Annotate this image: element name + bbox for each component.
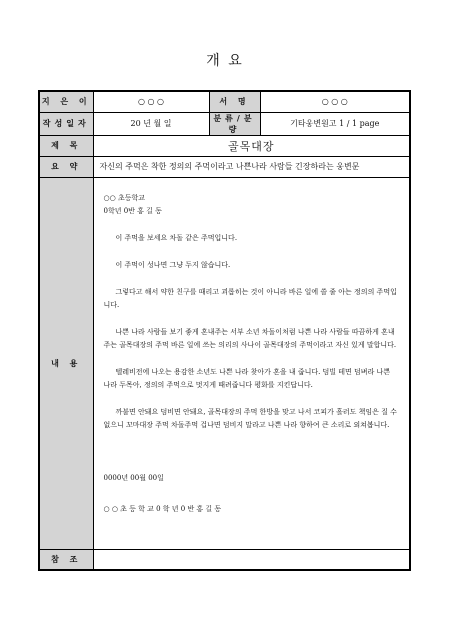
content-paragraph-5: 텔레비전에 나오는 용감한 소년도 나쁜 나라 찾아가 혼을 내 줍니다. 덤빌 테면 덤벼라 나쁜 나라 두목아, 정의의 주먹으로 멋지게 때려줍니다 평화를 지킨답니다. xyxy=(103,367,391,389)
category-label: 분류/분량 xyxy=(209,112,260,135)
content-paragraph-3: 그렇다고 해서 약한 친구를 때리고 괴롭히는 것이 아니라 바른 일에 쓸 줄 아는 정의의 주먹입니다. xyxy=(103,287,397,309)
subject-label: 제 목 xyxy=(39,135,93,156)
author-label: 지 은 이 xyxy=(39,91,93,112)
reference-value xyxy=(93,549,410,570)
signature-value: ○ ○ ○ xyxy=(260,91,410,112)
author-value: ○ ○ ○ xyxy=(93,91,209,112)
summary-value: 자신의 주먹은 착한 정의의 주먹이라고 나쁜나라 사람들 긴장하라는 웅변문 xyxy=(93,156,410,177)
content-signature: ○ ○ 초 등 학 교 0 학 년 0 반 홍 길 동 xyxy=(103,504,222,513)
signature-label: 서 명 xyxy=(209,91,260,112)
category-value: 기타웅변원고 1 / 1 page xyxy=(260,112,410,135)
summary-form-table xyxy=(38,90,411,571)
date-value: 20 년 월 일 xyxy=(93,112,209,135)
subject-row xyxy=(39,135,410,156)
content-date: 0000년 00월 00일 xyxy=(103,473,164,482)
author-row xyxy=(39,91,410,112)
date-label: 작성일자 xyxy=(39,112,93,135)
content-student: 0학년 0반 홍 길 동 xyxy=(103,206,162,215)
content-paragraph-1: 이 주먹을 보세요 차돌 같은 주먹입니다. xyxy=(115,233,238,242)
summary-label: 요 약 xyxy=(39,156,93,177)
subject-value: 골목대장 xyxy=(93,135,410,156)
content-paragraph-4: 나쁜 나라 사람들 보기 좋게 혼내주는 서부 소년 차돌이처럼 나쁜 나라 사람들 따끔하게 혼내주는 골목대장의 주먹 바른 일에 쓰는 의리의 사나이 골목대장의 주먹이라고 자신 있게 말합니다. xyxy=(103,327,397,349)
date-row xyxy=(39,112,410,135)
content-paragraph-2: 이 주먹이 성나면 그냥 두지 않습니다. xyxy=(115,260,231,269)
content-school: ○○ 초등학교 xyxy=(103,193,145,202)
document-title: 개 요 xyxy=(206,53,244,69)
content-row xyxy=(39,177,410,549)
reference-label: 참 조 xyxy=(39,549,93,570)
content-label: 내 용 xyxy=(39,177,93,549)
reference-row xyxy=(39,549,410,570)
content-body xyxy=(93,177,410,549)
content-paragraph-6: 까불면 안돼요 덤비면 안돼요, 골목대장의 주먹 한방을 맞고 나서 코피가 흘러도 책임은 질 수 없으니 꼬마대장 주먹 차돌주먹 겁나면 덤비지 말라고 나쁜 나라 향하여 큰 소리로 외쳐봅니다. xyxy=(103,407,397,429)
summary-row xyxy=(39,156,410,177)
